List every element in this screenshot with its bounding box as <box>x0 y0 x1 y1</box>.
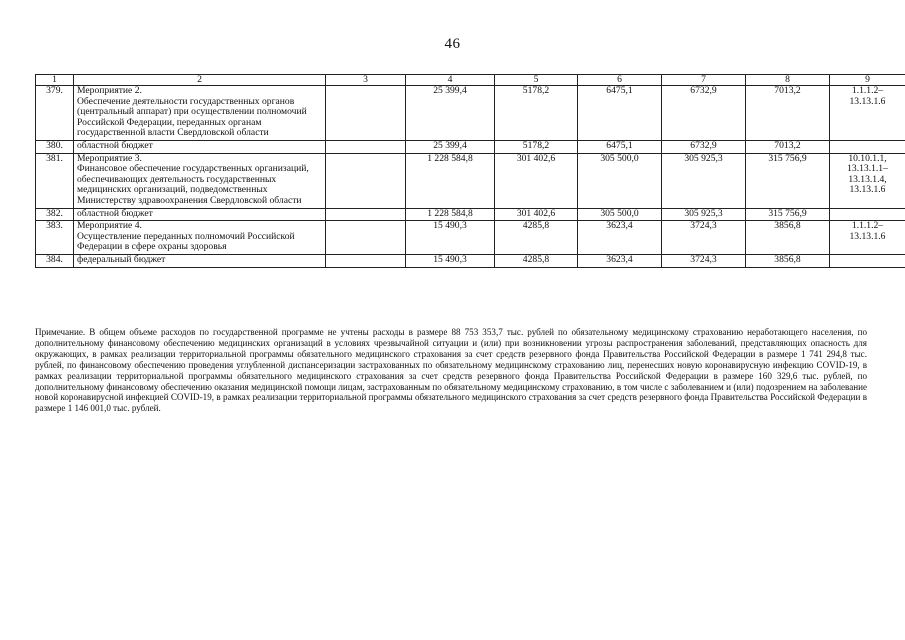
row-value: 6475,1 <box>578 86 662 141</box>
row-description: областной бюджет <box>74 208 326 221</box>
row-target-codes: 10.10.1.1, 13.13.1.1– 13.13.1.4, 13.13.1.6 <box>830 153 905 208</box>
row-value: 4285,8 <box>495 254 578 267</box>
row-value: 315 756,9 <box>746 208 830 221</box>
row-value: 3724,3 <box>662 221 746 255</box>
row-number: 384. <box>36 254 74 267</box>
header-cell: 7 <box>662 75 746 86</box>
row-description: областной бюджет <box>74 140 326 153</box>
row-value: 301 402,6 <box>495 153 578 208</box>
row-value: 6732,9 <box>662 140 746 153</box>
table-row <box>36 208 905 221</box>
row-target-codes: 1.1.1.2– 13.13.1.6 <box>830 221 905 255</box>
row-target-codes: 1.1.1.2– 13.13.1.6 <box>830 86 905 141</box>
row-value: 6475,1 <box>578 140 662 153</box>
budget-table <box>35 74 905 268</box>
table-row <box>36 86 905 141</box>
table-row <box>36 140 905 153</box>
row-number: 380. <box>36 140 74 153</box>
row-value: 1 228 584,8 <box>406 208 495 221</box>
row-target-codes <box>830 140 905 153</box>
row-value: 5178,2 <box>495 140 578 153</box>
row-description: Мероприятие 3. Финансовое обеспечение государственных организаций, обеспечивающих деятельность государственных медицинских организаций, подведомственных Министерству здравоохранения Свердловской области <box>74 153 326 208</box>
table-row <box>36 221 905 255</box>
table-body <box>36 86 905 268</box>
header-cell: 6 <box>578 75 662 86</box>
row-cell <box>326 254 406 267</box>
page-number: 46 <box>444 36 461 52</box>
row-value: 25 399,4 <box>406 86 495 141</box>
row-value: 315 756,9 <box>746 153 830 208</box>
row-value: 3623,4 <box>578 221 662 255</box>
table-row <box>36 254 905 267</box>
row-value: 305 925,3 <box>662 153 746 208</box>
row-cell <box>326 221 406 255</box>
header-cell: 1 <box>36 75 74 86</box>
header-cell: 5 <box>495 75 578 86</box>
row-value: 305 500,0 <box>578 208 662 221</box>
row-value: 3856,8 <box>746 221 830 255</box>
row-cell <box>326 208 406 221</box>
row-cell <box>326 140 406 153</box>
row-number: 383. <box>36 221 74 255</box>
row-value: 4285,8 <box>495 221 578 255</box>
row-number: 381. <box>36 153 74 208</box>
row-value: 15 490,3 <box>406 254 495 267</box>
row-value: 305 500,0 <box>578 153 662 208</box>
row-value: 7013,2 <box>746 86 830 141</box>
row-value: 305 925,3 <box>662 208 746 221</box>
header-cell: 9 <box>830 75 905 86</box>
row-cell <box>326 86 406 141</box>
footnote-paragraph: Примечание. В общем объеме расходов по государственной программе не учтены расходы в размере 88 753 353,7 тыс. рублей по обязательному медицинскому страхованию неработающего населения, по дополнительному финансовому обеспечению медицинских организаций в условиях чрезвычайной ситуации и (или) при возникновении угрозы распространения заболеваний, представляющих опасность для окружающих, в рамках реализации территориальной программы обязательного медицинского страхования за счет средств резервного фонда Правительства Российской Федерации в размере 1 741 294,8 тыс. рублей, по финансовому обеспечению проведения углубленной диспансеризации застрахованных по обязательному медицинскому страхованию лиц, перенесших новую коронавирусную инфекцию COVID-19, в рамках реализации территориальной программы обязательного медицинского страхования за счет средств резервного фонда Правительства Российской Федерации в размере 160 329,6 тыс. рублей, по дополнительному финансовому обеспечению оказания медицинской помощи лицам, застрахованным по обязательному медицинскому страхованию, в том числе с заболеванием и (или) подозрением на заболевание новой коронавирусной инфекцией COVID-19, в рамках реализации территориальной программы обязательного медицинского страхования за счет средств резервного фонда Правительства Российской Федерации в размере 1 146 001,0 тыс. рублей. <box>35 327 867 414</box>
row-value: 7013,2 <box>746 140 830 153</box>
header-row <box>36 75 905 86</box>
row-target-codes <box>830 254 905 267</box>
row-description: Мероприятие 4. Осуществление переданных полномочий Российской Федерации в сфере охраны здоровья <box>74 221 326 255</box>
row-cell <box>326 153 406 208</box>
row-value: 25 399,4 <box>406 140 495 153</box>
row-description: Мероприятие 2. Обеспечение деятельности государственных органов (центральный аппарат) при осуществлении полномочий Российской Федерации, переданных органам государственной власти Свердловской области <box>74 86 326 141</box>
row-value: 1 228 584,8 <box>406 153 495 208</box>
row-value: 3724,3 <box>662 254 746 267</box>
header-cell: 2 <box>74 75 326 86</box>
table-header <box>36 75 905 86</box>
row-value: 15 490,3 <box>406 221 495 255</box>
header-cell: 3 <box>326 75 406 86</box>
header-cell: 4 <box>406 75 495 86</box>
row-value: 5178,2 <box>495 86 578 141</box>
row-value: 3856,8 <box>746 254 830 267</box>
row-description: федеральный бюджет <box>74 254 326 267</box>
row-number: 379. <box>36 86 74 141</box>
row-value: 3623,4 <box>578 254 662 267</box>
row-value: 301 402,6 <box>495 208 578 221</box>
row-number: 382. <box>36 208 74 221</box>
header-cell: 8 <box>746 75 830 86</box>
row-value: 6732,9 <box>662 86 746 141</box>
row-target-codes <box>830 208 905 221</box>
table-row <box>36 153 905 208</box>
